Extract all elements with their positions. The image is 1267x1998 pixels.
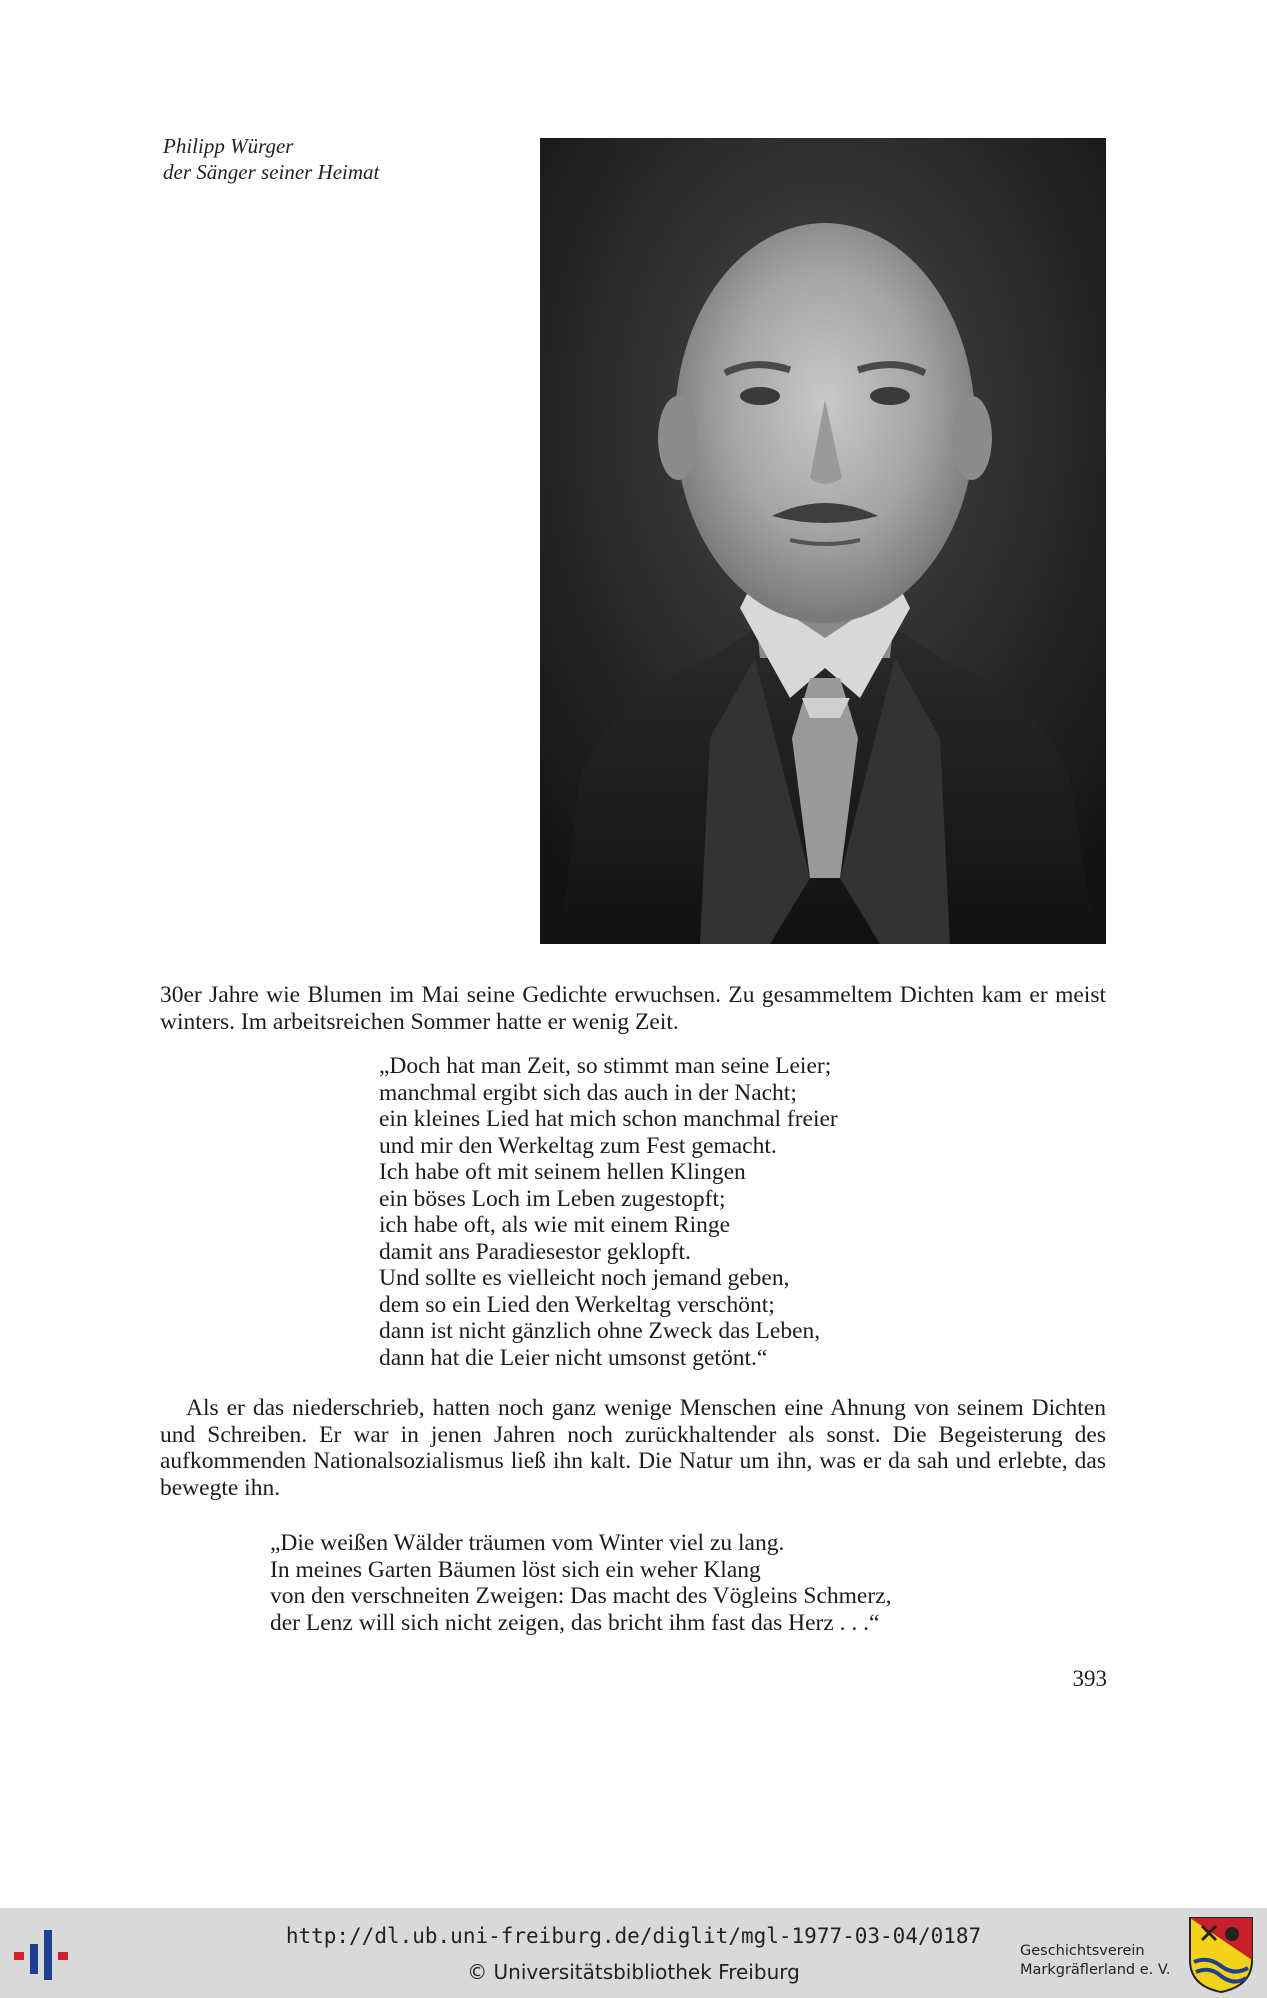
portrait-illustration [540, 138, 1106, 944]
copyright-text: © Universitätsbibliothek Freiburg [467, 1960, 800, 1984]
poem-line: Ich habe oft mit seinem hellen Klingen [379, 1159, 746, 1185]
paragraph-1: 30er Jahre wie Blumen im Mai seine Gedichte erwuchsen. Zu gesammeltem Dichten kam er meist winters. Im arbeitsreichen Sommer hatte er wenig Zeit. [160, 982, 1106, 1035]
society-line-1: Geschichtsverein [1020, 1943, 1145, 1959]
page-number: 393 [1072, 1666, 1107, 1691]
poem-line: von den verschneiten Zweigen: Das macht des Vögleins Schmerz, [270, 1583, 892, 1609]
poem-line: ich habe oft, als wie mit einem Ringe [379, 1212, 731, 1238]
poem-line: ein böses Loch im Leben zugestopft; [379, 1185, 726, 1212]
poem-line: „Doch hat man Zeit, so stimmt man seine Leier; [379, 1053, 832, 1079]
document-url-link[interactable]: http://dl.ub.uni-freiburg.de/diglit/mgl-1977-03-04/0187 [285, 1924, 982, 1948]
caption-name: Philipp Würger [163, 134, 294, 158]
poem-2 [270, 1530, 892, 1636]
poem-line: „Die weißen Wälder träumen vom Winter viel zu lang. [270, 1530, 785, 1556]
poem-1 [379, 1053, 838, 1371]
caption-subtitle: der Sänger seiner Heimat [163, 160, 380, 184]
portrait-photo [540, 138, 1106, 944]
poem-line: und mir den Werkeltag zum Fest gemacht. [379, 1132, 777, 1159]
poem-line: manchmal ergibt sich das auch in der Nacht; [379, 1079, 797, 1106]
society-crest-icon [1188, 1916, 1254, 1998]
photo-caption [163, 133, 379, 185]
society-name [1020, 1942, 1171, 1980]
footer-bar [0, 1908, 1267, 1998]
poem-line: Und sollte es vielleicht noch jemand geben, [379, 1265, 790, 1291]
poem-line: dem so ein Lied den Werkeltag verschönt; [379, 1291, 775, 1318]
paragraph-2: Als er das niederschrieb, hatten noch ganz wenige Menschen eine Ahnung von seinem Dichten und Schreiben. Er war in jenen Jahren noch zurückhaltender als sonst. Die Begeisterung des aufkommenden Nationalsozialismus ließ ihn kalt. Die Natur um ihn, was er da sah und erlebte, das bewegte ihn. [160, 1395, 1106, 1501]
poem-line: der Lenz will sich nicht zeigen, das bricht ihm fast das Herz . . .“ [270, 1609, 880, 1636]
poem-line: In meines Garten Bäumen löst sich ein weher Klang [270, 1556, 761, 1583]
society-line-2: Markgräflerland e. V. [1020, 1962, 1171, 1978]
poem-line: dann ist nicht gänzlich ohne Zweck das Leben, [379, 1318, 821, 1344]
poem-line: damit ans Paradiesestor geklopft. [379, 1238, 691, 1265]
poem-line: ein kleines Lied hat mich schon manchmal freier [379, 1106, 838, 1132]
poem-line: dann hat die Leier nicht umsonst getönt.“ [379, 1344, 768, 1371]
